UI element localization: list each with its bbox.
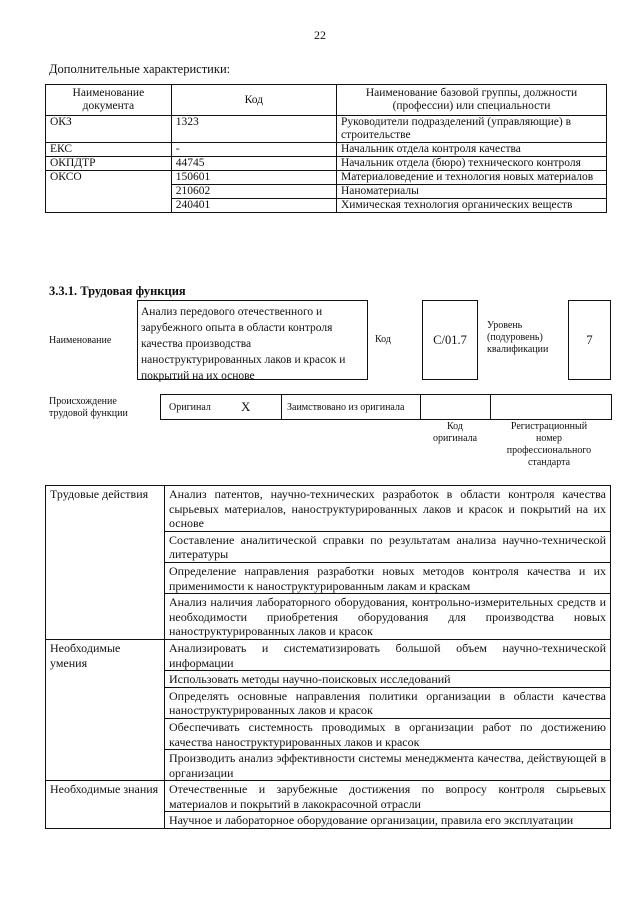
action-item: Составление аналитической справки по результатам анализа научно-технической литературы [165,531,611,562]
doc-cell: ЕКС [46,143,172,157]
doc-cell: ОКСО [46,171,172,213]
table-row [46,143,607,157]
header-code: Код [171,85,336,116]
name-label: Наименование [49,335,112,346]
name-cell: Начальник отдела контроля качества [336,143,606,157]
function-name-value: Анализ передового отечественного и зарубежного опыта в области контроля качества производства наноструктурированных лаков и красок и покрытий на их основе [137,300,368,380]
origin-row [160,394,612,420]
skills-label: Необходимые умения [46,639,165,780]
action-item: Анализ наличия лабораторного оборудования, контрольно-измерительных средств и необходимости приобретения оборудования для производства новых наноструктурированных лаков и красок [165,594,611,640]
function-details-table [45,485,611,829]
original-label: Оригинал [169,402,211,413]
knowledge-label: Необходимые знания [46,781,165,829]
knowledge-item: Отечественные и зарубежные достижения по вопросу контроля сырьевых материалов и покрытий в лакокрасочной отрасли [165,781,611,812]
name-cell: Начальник отдела (бюро) технического контроля [336,157,606,171]
code-cell: 150601 [171,171,336,185]
level-value: 7 [568,300,611,380]
table-row [46,639,611,670]
header-document-name: Наименование документа [46,85,172,116]
knowledge-item: Научное и лабораторное оборудование организации, правила его эксплуатации [165,812,611,829]
reg-number-cell [491,395,611,419]
actions-label: Трудовые действия [46,486,165,640]
origin-code-label: Код оригинала [432,421,478,444]
code-cell: 1323 [171,116,336,143]
doc-cell: ОКЗ [46,116,172,143]
table-row [46,157,607,171]
code-label: Код [375,334,391,345]
action-item: Анализ патентов, научно-технических разработок в области контроля качества сырьевых материалов, наноструктурированных лаков и красок и покрытий на их основе [165,486,611,532]
reg-number-label: Регистрационный номер профессионального стандарта [506,421,592,468]
origin-code-cell [421,395,491,419]
table-header-row [46,85,607,116]
header-group-name: Наименование базовой группы, должности (профессии) или специальности [336,85,606,116]
level-label: Уровень (подуровень) квалификации [487,320,549,355]
action-item: Определение направления разработки новых методов контроля качества и их применимости к наноструктурированным лакам и краскам [165,562,611,593]
section-title: 3.3.1. Трудовая функция [49,284,186,298]
skill-item: Использовать методы научно-поисковых исследований [165,671,611,688]
skill-item: Производить анализ эффективности системы менеджмента качества, действующей в организации [165,750,611,781]
code-cell: - [171,143,336,157]
table-row [46,781,611,812]
name-cell: Руководители подразделений (управляющие) в строительстве [336,116,606,143]
code-cell: 240401 [171,199,336,213]
doc-cell: ОКПДТР [46,157,172,171]
original-mark: X [241,399,251,414]
code-value: C/01.7 [422,300,478,380]
code-cell: 44745 [171,157,336,171]
skill-item: Обеспечивать системность проводимых в организации работ по достижению качества наноструктурированных лаков и красок [165,718,611,749]
name-cell: Материаловедение и технология новых материалов [336,171,606,185]
borrowed-label: Заимствовано из оригинала [282,395,421,419]
additional-characteristics-title: Дополнительные характеристики: [49,62,231,76]
name-cell: Химическая технология органических веществ [336,199,606,213]
skill-item: Анализировать и систематизировать большой объем научно-технической информации [165,639,611,670]
code-cell: 210602 [171,185,336,199]
original-cell [161,395,282,419]
page-number: 22 [314,28,326,42]
additional-characteristics-table [45,84,607,213]
name-cell: Наноматериалы [336,185,606,199]
origin-label: Происхождение трудовой функции [49,396,128,419]
skill-item: Определять основные направления политики организации в области качества наноструктурированных лаков и красок [165,687,611,718]
table-row [46,171,607,185]
table-row [46,116,607,143]
table-row [46,486,611,532]
